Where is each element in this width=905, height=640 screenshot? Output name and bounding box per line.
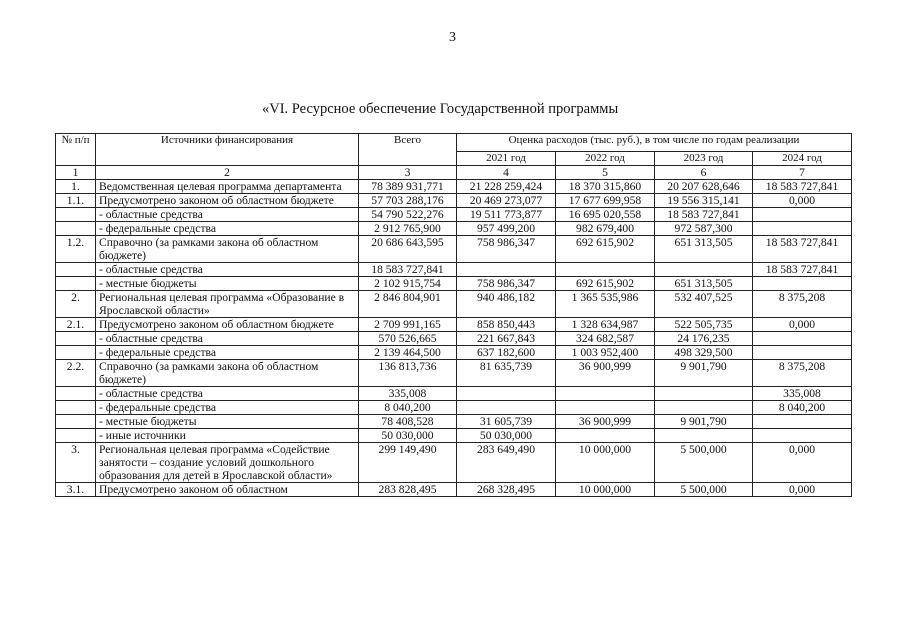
row-value: 283 828,495 <box>359 483 457 497</box>
row-value: 18 583 727,841 <box>753 180 852 194</box>
row-value: 18 583 727,841 <box>753 263 852 277</box>
header-total: Всего <box>359 134 457 166</box>
table-row <box>56 346 852 360</box>
row-value: 18 370 315,860 <box>556 180 655 194</box>
row-source: Предусмотрено законом об областном <box>96 483 359 497</box>
row-value: 54 790 522,276 <box>359 208 457 222</box>
row-value: 17 677 699,958 <box>556 194 655 208</box>
row-number <box>56 277 96 291</box>
row-value <box>556 401 655 415</box>
row-value: 972 587,300 <box>655 222 753 236</box>
row-value: 2 912 765,900 <box>359 222 457 236</box>
row-number <box>56 415 96 429</box>
row-value: 940 486,182 <box>457 291 556 318</box>
row-source: - федеральные средства <box>96 401 359 415</box>
row-source: Предусмотрено законом об областном бюджете <box>96 318 359 332</box>
col-number: 4 <box>457 166 556 180</box>
table-row <box>56 222 852 236</box>
resource-table <box>55 133 852 497</box>
row-value: 50 030,000 <box>457 429 556 443</box>
col-number: 6 <box>655 166 753 180</box>
header-year-2023: 2023 год <box>655 152 753 166</box>
row-value: 10 000,000 <box>556 443 655 483</box>
row-value: 982 679,400 <box>556 222 655 236</box>
row-source: - местные бюджеты <box>96 415 359 429</box>
row-value <box>655 429 753 443</box>
col-number: 3 <box>359 166 457 180</box>
row-value: 50 030,000 <box>359 429 457 443</box>
row-value: 1 365 535,986 <box>556 291 655 318</box>
row-value: 858 850,443 <box>457 318 556 332</box>
row-value: 498 329,500 <box>655 346 753 360</box>
table-row <box>56 387 852 401</box>
row-value: 36 900,999 <box>556 415 655 429</box>
row-value: 16 695 020,558 <box>556 208 655 222</box>
row-number <box>56 222 96 236</box>
header-num: № п/п <box>56 134 96 166</box>
row-value: 651 313,505 <box>655 236 753 263</box>
row-value: 335,008 <box>359 387 457 401</box>
header-year-2021: 2021 год <box>457 152 556 166</box>
row-value: 18 583 727,841 <box>753 236 852 263</box>
row-number: 1.1. <box>56 194 96 208</box>
row-value: 8 040,200 <box>359 401 457 415</box>
row-value: 136 813,736 <box>359 360 457 387</box>
table-row <box>56 483 852 497</box>
row-value: 532 407,525 <box>655 291 753 318</box>
table-row <box>56 401 852 415</box>
row-number <box>56 263 96 277</box>
table-row <box>56 263 852 277</box>
row-source: Ведомственная целевая программа департамента <box>96 180 359 194</box>
header-year-2024: 2024 год <box>753 152 852 166</box>
row-value: 335,008 <box>753 387 852 401</box>
row-value: 9 901,790 <box>655 415 753 429</box>
row-value: 31 605,739 <box>457 415 556 429</box>
table-row <box>56 194 852 208</box>
row-source: Справочно (за рамками закона об областном бюджете) <box>96 360 359 387</box>
row-value: 692 615,902 <box>556 277 655 291</box>
table-row <box>56 291 852 318</box>
row-value <box>457 387 556 401</box>
row-value: 1 003 952,400 <box>556 346 655 360</box>
row-number <box>56 429 96 443</box>
table-row <box>56 443 852 483</box>
row-value: 758 986,347 <box>457 277 556 291</box>
row-number: 1. <box>56 180 96 194</box>
row-value: 637 182,600 <box>457 346 556 360</box>
row-value <box>556 429 655 443</box>
row-value <box>753 415 852 429</box>
table-row <box>56 277 852 291</box>
row-source: - федеральные средства <box>96 222 359 236</box>
row-value: 758 986,347 <box>457 236 556 263</box>
row-value: 324 682,587 <box>556 332 655 346</box>
row-value: 570 526,665 <box>359 332 457 346</box>
row-value: 19 556 315,141 <box>655 194 753 208</box>
col-number: 1 <box>56 166 96 180</box>
row-source: - областные средства <box>96 263 359 277</box>
row-value: 20 469 273,077 <box>457 194 556 208</box>
table-row <box>56 429 852 443</box>
row-value: 8 375,208 <box>753 291 852 318</box>
row-value: 24 176,235 <box>655 332 753 346</box>
row-number <box>56 208 96 222</box>
row-source: - областные средства <box>96 332 359 346</box>
row-value: 18 583 727,841 <box>359 263 457 277</box>
table-row <box>56 236 852 263</box>
row-value: 268 328,495 <box>457 483 556 497</box>
row-value: 36 900,999 <box>556 360 655 387</box>
row-source: - областные средства <box>96 387 359 401</box>
row-source: Справочно (за рамками закона об областном бюджете) <box>96 236 359 263</box>
row-value: 19 511 773,877 <box>457 208 556 222</box>
header-source: Источники финансирования <box>96 134 359 166</box>
row-value: 957 499,200 <box>457 222 556 236</box>
row-number <box>56 332 96 346</box>
row-value: 57 703 288,176 <box>359 194 457 208</box>
row-source: Региональная целевая программа «Образование в Ярославской области» <box>96 291 359 318</box>
row-value <box>753 332 852 346</box>
row-value <box>753 277 852 291</box>
table-row <box>56 415 852 429</box>
row-value <box>556 387 655 401</box>
row-number <box>56 387 96 401</box>
col-number: 2 <box>96 166 359 180</box>
row-value: 0,000 <box>753 443 852 483</box>
row-source: Региональная целевая программа «Содействие занятости – создание условий дошкольного образования для детей в Ярославской области» <box>96 443 359 483</box>
row-value: 5 500,000 <box>655 443 753 483</box>
row-number: 3. <box>56 443 96 483</box>
row-value: 78 389 931,771 <box>359 180 457 194</box>
col-number: 5 <box>556 166 655 180</box>
document-title: «VI. Ресурсное обеспечение Государственной программы <box>262 101 619 117</box>
row-value: 0,000 <box>753 194 852 208</box>
row-value: 20 207 628,646 <box>655 180 753 194</box>
page-number: 3 <box>449 30 456 45</box>
row-value <box>753 429 852 443</box>
row-value: 78 408,528 <box>359 415 457 429</box>
row-value: 5 500,000 <box>655 483 753 497</box>
table-row <box>56 208 852 222</box>
row-value: 2 139 464,500 <box>359 346 457 360</box>
row-value: 0,000 <box>753 483 852 497</box>
row-value: 692 615,902 <box>556 236 655 263</box>
row-value: 10 000,000 <box>556 483 655 497</box>
row-value: 18 583 727,841 <box>655 208 753 222</box>
table-row <box>56 360 852 387</box>
row-value: 0,000 <box>753 318 852 332</box>
row-value: 299 149,490 <box>359 443 457 483</box>
row-value <box>556 263 655 277</box>
row-source: - федеральные средства <box>96 346 359 360</box>
row-source: - иные источники <box>96 429 359 443</box>
table-row <box>56 318 852 332</box>
header-year-2022: 2022 год <box>556 152 655 166</box>
row-value <box>655 401 753 415</box>
table-row <box>56 180 852 194</box>
row-source: Предусмотрено законом об областном бюджете <box>96 194 359 208</box>
row-source: - местные бюджеты <box>96 277 359 291</box>
row-value: 2 102 915,754 <box>359 277 457 291</box>
row-number: 1.2. <box>56 236 96 263</box>
row-number: 2.1. <box>56 318 96 332</box>
row-value <box>457 263 556 277</box>
row-value: 9 901,790 <box>655 360 753 387</box>
row-value: 81 635,739 <box>457 360 556 387</box>
row-number <box>56 346 96 360</box>
header-estimate: Оценка расходов (тыс. руб.), в том числе по годам реализации <box>457 134 852 152</box>
row-number <box>56 401 96 415</box>
row-value <box>753 222 852 236</box>
row-value: 522 505,735 <box>655 318 753 332</box>
row-number: 3.1. <box>56 483 96 497</box>
row-source: - областные средства <box>96 208 359 222</box>
row-value: 221 667,843 <box>457 332 556 346</box>
row-value: 2 709 991,165 <box>359 318 457 332</box>
row-number: 2. <box>56 291 96 318</box>
column-number-row <box>56 166 852 180</box>
row-value <box>655 263 753 277</box>
row-value <box>753 208 852 222</box>
row-value: 8 375,208 <box>753 360 852 387</box>
row-value: 283 649,490 <box>457 443 556 483</box>
col-number: 7 <box>753 166 852 180</box>
row-value: 20 686 643,595 <box>359 236 457 263</box>
row-value: 1 328 634,987 <box>556 318 655 332</box>
row-value: 8 040,200 <box>753 401 852 415</box>
row-value <box>457 401 556 415</box>
row-value <box>753 346 852 360</box>
row-value <box>655 387 753 401</box>
table-row <box>56 332 852 346</box>
row-value: 651 313,505 <box>655 277 753 291</box>
row-value: 21 228 259,424 <box>457 180 556 194</box>
row-number: 2.2. <box>56 360 96 387</box>
row-value: 2 846 804,901 <box>359 291 457 318</box>
